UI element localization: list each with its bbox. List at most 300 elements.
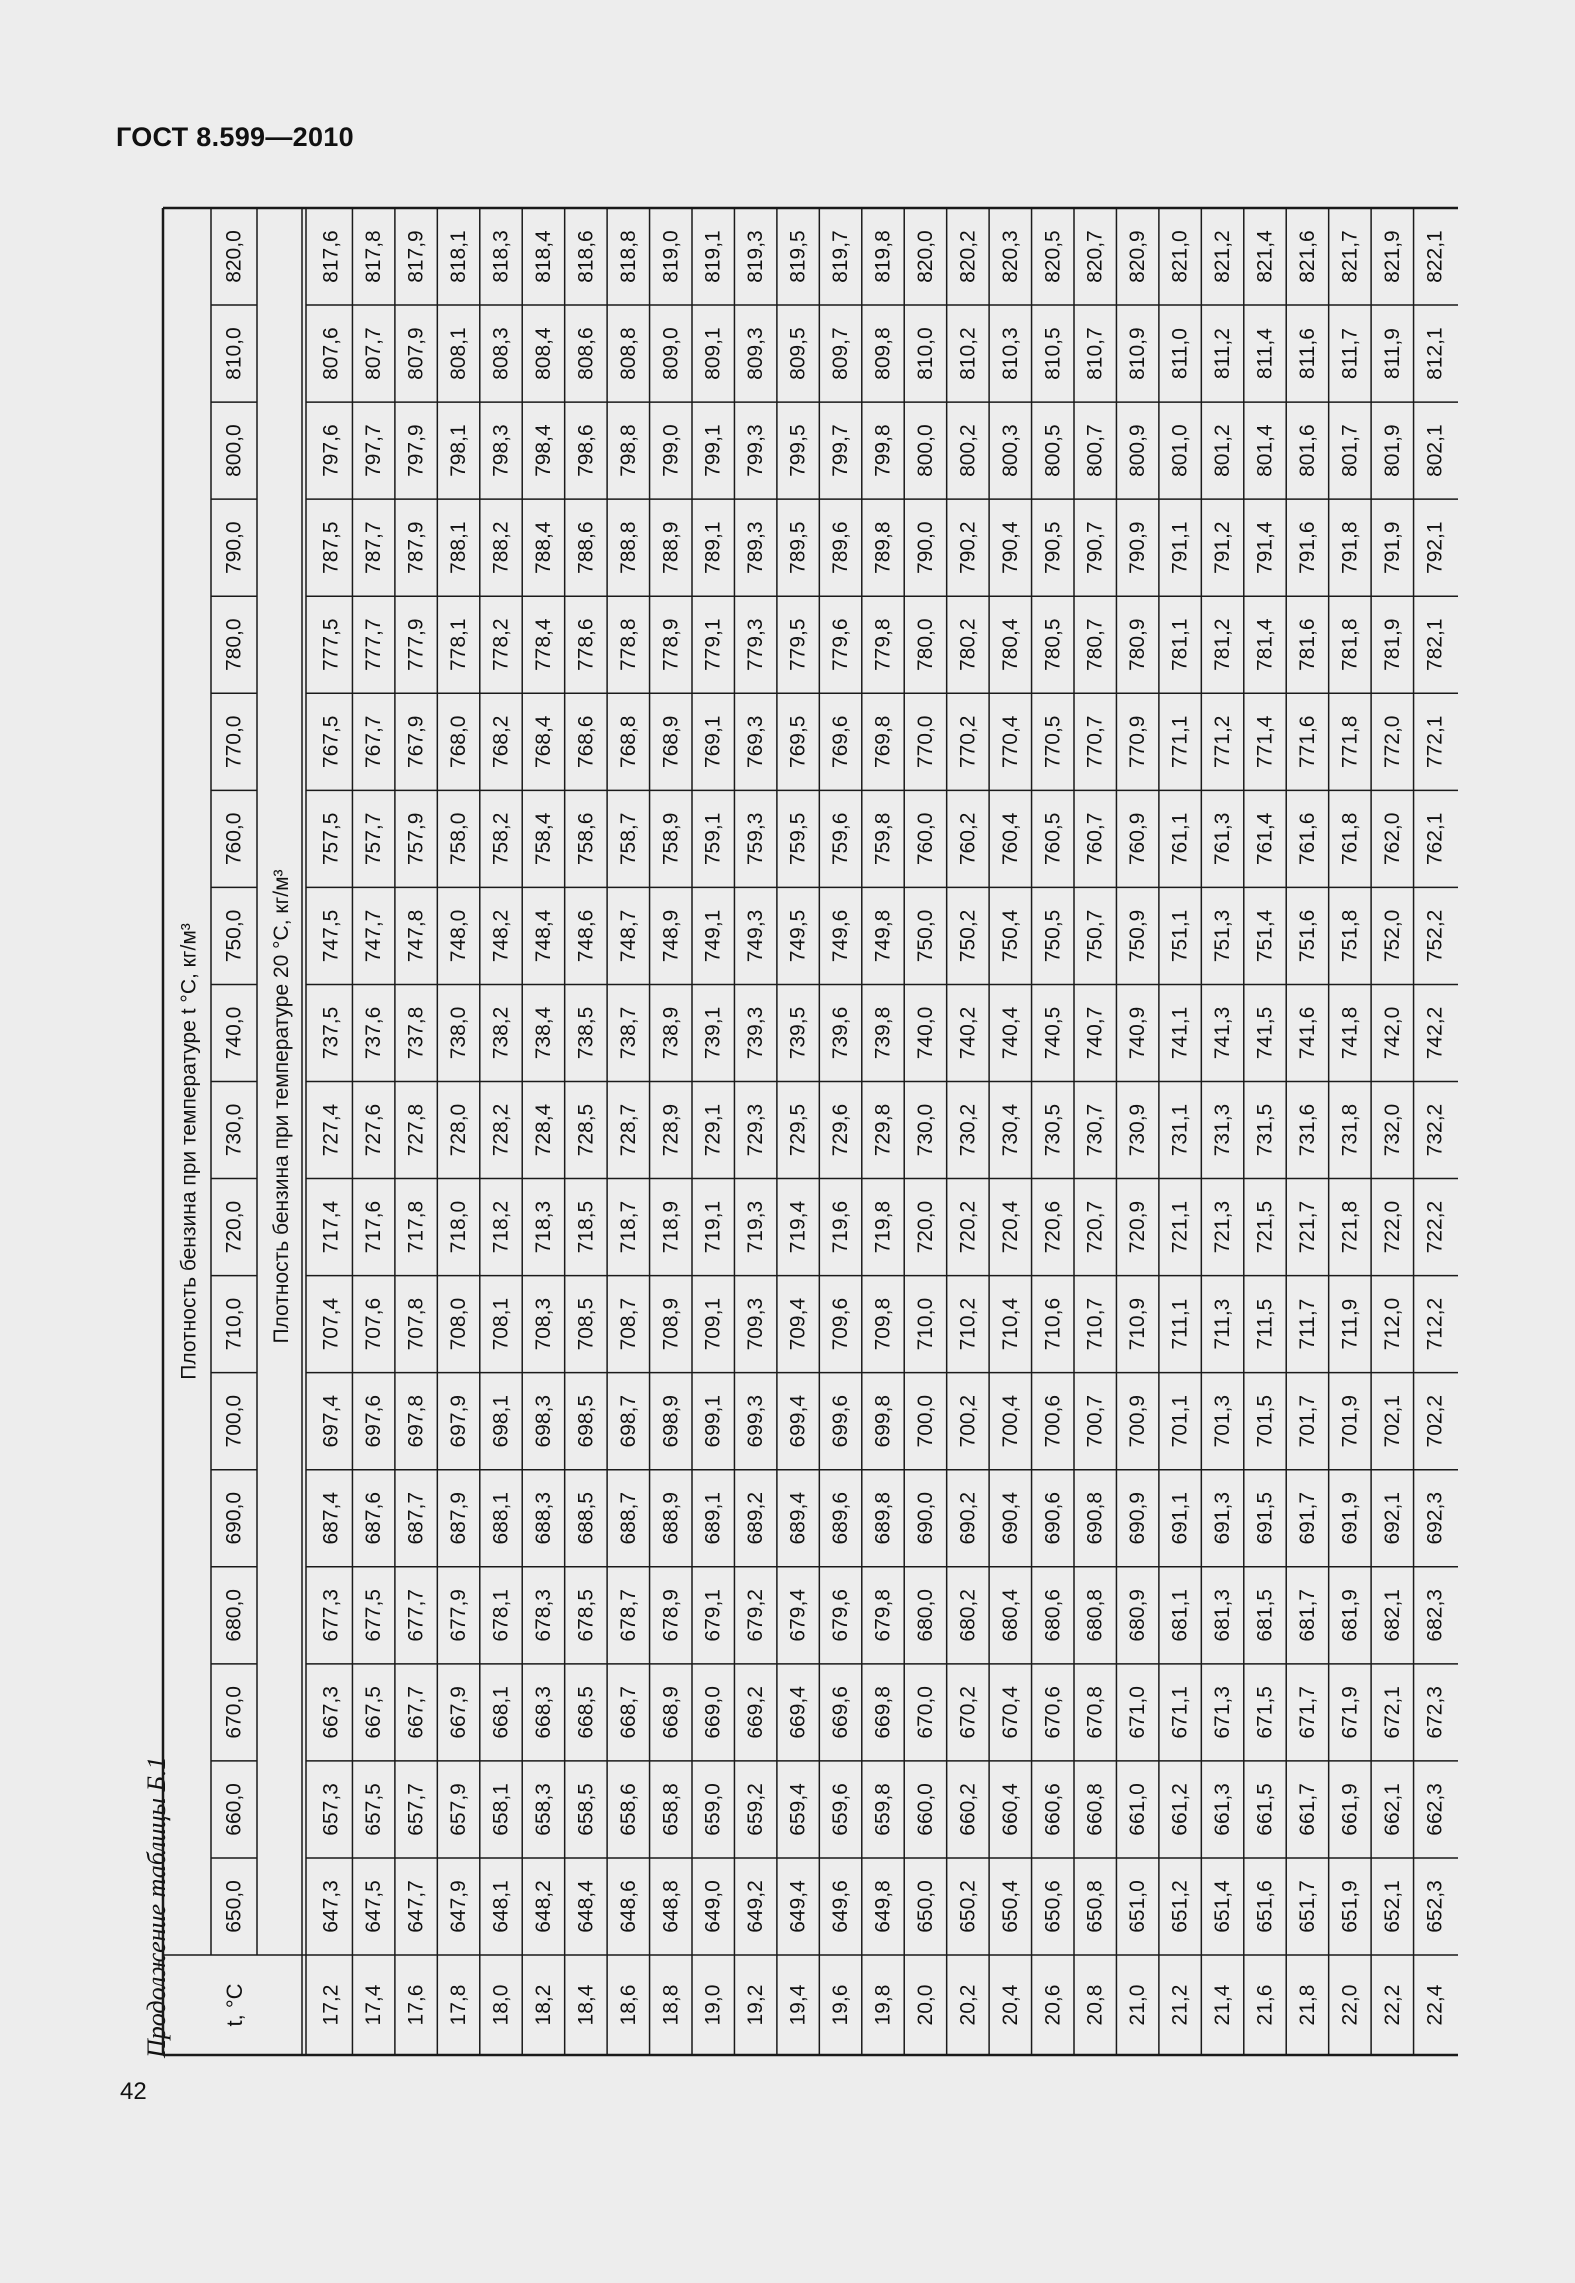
density-cell: 730,9 — [1126, 1103, 1150, 1157]
density-cell: 819,0 — [659, 230, 683, 283]
density-cell: 780,2 — [956, 618, 980, 672]
density-cell: 730,7 — [1083, 1103, 1107, 1157]
density-cell: 810,7 — [1083, 327, 1107, 380]
density-cell: 749,6 — [829, 909, 853, 963]
density-cell: 689,1 — [701, 1491, 725, 1545]
density-cell: 649,8 — [871, 1880, 895, 1933]
density-cell: 667,5 — [362, 1686, 386, 1739]
density-cell: 691,1 — [1168, 1491, 1192, 1545]
row-temperature: 20,4 — [998, 1984, 1022, 2026]
density-cell: 677,5 — [362, 1589, 386, 1642]
density-cell: 770,5 — [1041, 715, 1065, 769]
density-cell: 719,6 — [829, 1200, 853, 1254]
density-cell: 819,1 — [701, 230, 725, 283]
row-temperature: 18,0 — [489, 1984, 513, 2026]
density-cell: 821,6 — [1295, 230, 1319, 283]
density-cell: 711,5 — [1253, 1298, 1277, 1350]
density-cell: 670,6 — [1041, 1686, 1065, 1739]
density-cell: 781,6 — [1295, 618, 1319, 672]
density-cell: 697,4 — [319, 1394, 343, 1448]
density-cell: 690,4 — [998, 1491, 1022, 1545]
density-cell: 690,2 — [956, 1491, 980, 1545]
row-temperature: 22,0 — [1338, 1984, 1362, 2026]
density-cell: 739,6 — [829, 1006, 853, 1060]
density-cell: 769,5 — [786, 715, 810, 769]
density-cell: 748,2 — [489, 909, 513, 963]
density-cell: 740,7 — [1083, 1006, 1107, 1060]
density-cell: 709,6 — [829, 1297, 853, 1351]
density-cell: 761,4 — [1253, 812, 1277, 866]
density-cell: 818,4 — [531, 230, 555, 283]
density-cell: 781,2 — [1211, 618, 1235, 672]
density-cell: 668,1 — [489, 1686, 513, 1739]
density-cell: 771,4 — [1253, 715, 1277, 769]
density-cell: 669,4 — [786, 1686, 810, 1739]
density-cell: 821,4 — [1253, 230, 1277, 283]
density-cell: 711,1 — [1168, 1298, 1192, 1350]
density-cell: 811,9 — [1380, 328, 1404, 380]
density-cell: 732,0 — [1380, 1103, 1404, 1157]
density-cell: 728,0 — [447, 1103, 471, 1157]
density-cell: 738,2 — [489, 1006, 513, 1060]
density-cell: 752,0 — [1380, 909, 1404, 963]
density-cell: 688,5 — [574, 1491, 598, 1545]
density-cell: 757,7 — [362, 812, 386, 866]
density-cell: 708,3 — [531, 1297, 555, 1351]
density-cell: 747,8 — [404, 909, 428, 963]
density-cell: 650,4 — [998, 1880, 1022, 1933]
density-cell: 681,5 — [1253, 1589, 1277, 1642]
density-cell: 729,8 — [871, 1103, 895, 1157]
density-cell: 661,7 — [1295, 1783, 1319, 1836]
density-cell: 710,2 — [956, 1297, 980, 1351]
density-cell: 749,1 — [701, 909, 725, 963]
density-cell: 677,9 — [447, 1589, 471, 1642]
density-cell: 758,7 — [616, 812, 640, 866]
row-temperature: 17,8 — [447, 1984, 471, 2026]
density-cell: 697,9 — [447, 1394, 471, 1448]
density-cell: 738,4 — [531, 1006, 555, 1060]
density-cell: 661,5 — [1253, 1783, 1277, 1836]
density-cell: 781,8 — [1338, 618, 1362, 672]
density-cell: 798,6 — [574, 424, 598, 477]
density-cell: 788,4 — [531, 521, 555, 574]
density-cell: 777,5 — [319, 618, 343, 672]
density-cell: 688,7 — [616, 1491, 640, 1545]
density-cell: 669,0 — [701, 1686, 725, 1739]
density-cell: 778,6 — [574, 618, 598, 672]
density-cell: 758,4 — [531, 812, 555, 866]
density-cell: 748,0 — [447, 909, 471, 963]
row-temperature: 18,6 — [616, 1984, 640, 2026]
density-cell: 798,4 — [531, 424, 555, 477]
density-cell: 697,6 — [362, 1394, 386, 1448]
density-cell: 800,7 — [1083, 424, 1107, 477]
density-cell: 700,6 — [1041, 1394, 1065, 1448]
density-cell: 668,7 — [616, 1686, 640, 1739]
column-header: 750,0 — [222, 909, 246, 963]
density-cell: 720,9 — [1126, 1200, 1150, 1254]
row-temperature: 17,6 — [404, 1984, 428, 2026]
density-cell: 771,8 — [1338, 715, 1362, 769]
density-cell: 650,8 — [1083, 1880, 1107, 1933]
density-cell: 780,4 — [998, 618, 1022, 672]
density-cell: 661,0 — [1126, 1783, 1150, 1836]
density-cell: 671,3 — [1211, 1686, 1235, 1739]
density-cell: 717,8 — [404, 1200, 428, 1254]
density-cell: 651,7 — [1295, 1880, 1319, 1933]
density-cell: 779,6 — [829, 618, 853, 672]
density-cell: 800,0 — [913, 424, 937, 477]
density-cell: 771,6 — [1295, 715, 1319, 769]
density-cell: 751,3 — [1211, 909, 1235, 963]
density-cell: 800,2 — [956, 424, 980, 477]
density-cell: 678,5 — [574, 1589, 598, 1642]
density-cell: 749,8 — [871, 909, 895, 963]
density-cell: 811,0 — [1168, 328, 1192, 380]
density-cell: 709,3 — [744, 1297, 768, 1351]
density-cell: 761,8 — [1338, 812, 1362, 866]
density-cell: 670,2 — [956, 1686, 980, 1739]
density-cell: 739,1 — [701, 1006, 725, 1060]
density-cell: 651,4 — [1211, 1880, 1235, 1933]
density-cell: 741,6 — [1295, 1006, 1319, 1060]
density-cell: 738,5 — [574, 1006, 598, 1060]
density-cell: 680,4 — [998, 1589, 1022, 1642]
density-cell: 721,7 — [1295, 1200, 1319, 1254]
density-cell: 741,8 — [1338, 1006, 1362, 1060]
density-cell: 779,5 — [786, 618, 810, 672]
density-cell: 799,5 — [786, 424, 810, 477]
density-cell: 730,4 — [998, 1103, 1022, 1157]
density-cell: 707,4 — [319, 1297, 343, 1351]
density-cell: 721,5 — [1253, 1200, 1277, 1254]
density-cell: 759,6 — [829, 812, 853, 866]
density-cell: 652,1 — [1380, 1880, 1404, 1933]
density-cell: 690,8 — [1083, 1491, 1107, 1545]
density-cell: 680,6 — [1041, 1589, 1065, 1642]
density-cell: 719,3 — [744, 1200, 768, 1254]
density-cell: 648,8 — [659, 1880, 683, 1933]
density-cell: 667,7 — [404, 1686, 428, 1739]
density-cell: 720,6 — [1041, 1200, 1065, 1254]
density-cell: 747,7 — [362, 909, 386, 963]
density-cell: 729,1 — [701, 1103, 725, 1157]
density-cell: 789,8 — [871, 521, 895, 574]
density-cell: 791,1 — [1168, 521, 1192, 574]
density-cell: 817,6 — [319, 230, 343, 283]
row-temperature: 21,6 — [1253, 1984, 1277, 2026]
density-cell: 690,9 — [1126, 1491, 1150, 1545]
density-cell: 761,6 — [1295, 812, 1319, 866]
density-cell: 751,1 — [1168, 909, 1192, 963]
density-cell: 719,8 — [871, 1200, 895, 1254]
density-cell: 791,9 — [1380, 521, 1404, 574]
density-cell: 662,1 — [1380, 1783, 1404, 1836]
density-cell: 782,1 — [1423, 618, 1447, 672]
density-cell: 718,7 — [616, 1200, 640, 1254]
density-cell: 740,5 — [1041, 1006, 1065, 1060]
density-cell: 750,9 — [1126, 909, 1150, 963]
density-cell: 801,6 — [1295, 424, 1319, 477]
density-cell: 790,4 — [998, 521, 1022, 574]
density-cell: 728,4 — [531, 1103, 555, 1157]
density-cell: 648,4 — [574, 1880, 598, 1933]
row-temperature: 20,8 — [1083, 1984, 1107, 2026]
density-cell: 729,5 — [786, 1103, 810, 1157]
density-cell: 660,2 — [956, 1783, 980, 1836]
density-cell: 678,9 — [659, 1589, 683, 1642]
density-cell: 818,8 — [616, 230, 640, 283]
density-cell: 798,8 — [616, 424, 640, 477]
density-cell: 758,6 — [574, 812, 598, 866]
density-cell: 820,2 — [956, 230, 980, 283]
density-cell: 691,3 — [1211, 1491, 1235, 1545]
column-header: 810,0 — [222, 327, 246, 380]
sub-header: Плотность бензина при температуре 20 °C, кг/м³ — [270, 869, 293, 1344]
density-cell: 707,6 — [362, 1297, 386, 1351]
density-cell: 770,4 — [998, 715, 1022, 769]
density-cell: 731,3 — [1211, 1103, 1235, 1157]
density-cell: 719,1 — [701, 1200, 725, 1254]
density-cell: 749,3 — [744, 909, 768, 963]
density-cell: 668,3 — [531, 1686, 555, 1739]
density-cell: 740,0 — [913, 1006, 937, 1060]
density-cell: 792,1 — [1423, 521, 1447, 574]
density-cell: 750,5 — [1041, 909, 1065, 963]
density-cell: 741,3 — [1211, 1006, 1235, 1060]
density-cell: 770,7 — [1083, 715, 1107, 769]
density-cell: 748,6 — [574, 909, 598, 963]
density-cell: 811,7 — [1338, 328, 1362, 380]
density-cell: 678,1 — [489, 1589, 513, 1642]
density-cell: 701,7 — [1295, 1394, 1319, 1448]
density-cell: 731,1 — [1168, 1103, 1192, 1157]
row-temperature: 21,0 — [1126, 1984, 1150, 2026]
density-cell: 760,9 — [1126, 812, 1150, 866]
density-cell: 820,5 — [1041, 230, 1065, 283]
density-cell: 710,4 — [998, 1297, 1022, 1351]
density-cell: 760,2 — [956, 812, 980, 866]
density-cell: 787,7 — [362, 521, 386, 574]
density-cell: 659,4 — [786, 1783, 810, 1836]
density-cell: 718,3 — [531, 1200, 555, 1254]
density-cell: 752,2 — [1423, 909, 1447, 963]
density-cell: 672,1 — [1380, 1686, 1404, 1739]
density-cell: 678,7 — [616, 1589, 640, 1642]
density-cell: 667,3 — [319, 1686, 343, 1739]
density-cell: 700,0 — [913, 1394, 937, 1448]
density-cell: 661,3 — [1211, 1783, 1235, 1836]
density-cell: 670,4 — [998, 1686, 1022, 1739]
density-cell: 758,0 — [447, 812, 471, 866]
density-cell: 658,1 — [489, 1783, 513, 1836]
density-cell: 679,4 — [786, 1589, 810, 1642]
density-cell: 721,1 — [1168, 1200, 1192, 1254]
density-cell: 800,9 — [1126, 424, 1150, 477]
density-cell: 650,0 — [913, 1880, 937, 1933]
density-cell: 760,7 — [1083, 812, 1107, 866]
density-cell: 662,3 — [1423, 1783, 1447, 1836]
density-cell: 768,4 — [531, 715, 555, 769]
density-cell: 722,2 — [1423, 1200, 1447, 1254]
density-cell: 729,6 — [829, 1103, 853, 1157]
density-cell: 699,6 — [829, 1394, 853, 1448]
row-temperature: 19,8 — [871, 1984, 895, 2026]
density-cell: 741,5 — [1253, 1006, 1277, 1060]
row-temperature: 20,0 — [913, 1984, 937, 2026]
density-cell: 699,3 — [744, 1394, 768, 1448]
density-cell: 769,8 — [871, 715, 895, 769]
density-cell: 761,3 — [1211, 812, 1235, 866]
density-cell: 762,0 — [1380, 812, 1404, 866]
density-cell: 772,0 — [1380, 715, 1404, 769]
density-cell: 781,1 — [1168, 618, 1192, 672]
row-temperature: 19,6 — [829, 1984, 853, 2026]
group-header: Плотность бензина при температуре t °C, кг/м³ — [177, 923, 201, 1380]
density-cell: 651,9 — [1338, 1880, 1362, 1933]
density-cell: 680,2 — [956, 1589, 980, 1642]
row-temperature: 21,2 — [1168, 1984, 1192, 2026]
density-cell: 791,2 — [1211, 521, 1235, 574]
density-cell: 670,8 — [1083, 1686, 1107, 1739]
density-cell: 740,9 — [1126, 1006, 1150, 1060]
density-cell: 698,5 — [574, 1394, 598, 1448]
density-cell: 718,5 — [574, 1200, 598, 1254]
density-cell: 672,3 — [1423, 1686, 1447, 1739]
density-cell: 800,5 — [1041, 424, 1065, 477]
density-cell: 647,5 — [362, 1880, 386, 1933]
column-header: 780,0 — [222, 618, 246, 672]
density-cell: 671,7 — [1295, 1686, 1319, 1739]
density-cell: 697,8 — [404, 1394, 428, 1448]
density-cell: 708,7 — [616, 1297, 640, 1351]
density-cell: 768,8 — [616, 715, 640, 769]
density-cell: 790,5 — [1041, 521, 1065, 574]
page-number: 42 — [120, 2078, 147, 2105]
density-cell: 648,2 — [531, 1880, 555, 1933]
density-cell: 819,5 — [786, 230, 810, 283]
density-cell: 658,5 — [574, 1783, 598, 1836]
density-cell: 737,6 — [362, 1006, 386, 1060]
density-cell: 788,8 — [616, 521, 640, 574]
density-cell: 818,3 — [489, 230, 513, 283]
density-cell: 659,0 — [701, 1783, 725, 1836]
density-cell: 820,9 — [1126, 230, 1150, 283]
density-cell: 760,0 — [913, 812, 937, 866]
density-cell: 760,4 — [998, 812, 1022, 866]
density-cell: 698,9 — [659, 1394, 683, 1448]
density-cell: 720,7 — [1083, 1200, 1107, 1254]
density-cell: 711,7 — [1295, 1298, 1319, 1350]
density-cell: 771,2 — [1211, 715, 1235, 769]
density-cell: 741,1 — [1168, 1006, 1192, 1060]
density-cell: 738,9 — [659, 1006, 683, 1060]
density-cell: 820,0 — [913, 230, 937, 283]
density-cell: 702,1 — [1380, 1394, 1404, 1448]
density-cell: 668,5 — [574, 1686, 598, 1739]
density-cell: 819,3 — [744, 230, 768, 283]
density-cell: 797,9 — [404, 424, 428, 477]
density-cell: 821,7 — [1338, 230, 1362, 283]
density-cell: 799,3 — [744, 424, 768, 477]
density-cell: 750,4 — [998, 909, 1022, 963]
column-header: 670,0 — [222, 1686, 246, 1739]
density-cell: 731,8 — [1338, 1103, 1362, 1157]
density-cell: 688,1 — [489, 1491, 513, 1545]
density-cell: 810,2 — [956, 327, 980, 380]
row-temperature: 20,6 — [1041, 1984, 1065, 2026]
density-cell: 771,1 — [1168, 715, 1192, 769]
density-cell: 708,0 — [447, 1297, 471, 1351]
density-cell: 661,2 — [1168, 1783, 1192, 1836]
row-temperature: 20,2 — [956, 1984, 980, 2026]
density-cell: 790,7 — [1083, 521, 1107, 574]
density-cell: 750,0 — [913, 909, 937, 963]
density-cell: 708,1 — [489, 1297, 513, 1351]
density-cell: 660,0 — [913, 1783, 937, 1836]
row-temperature: 18,8 — [659, 1984, 683, 2026]
density-cell: 811,2 — [1211, 328, 1235, 380]
density-cell: 650,2 — [956, 1880, 980, 1933]
density-cell: 809,3 — [744, 327, 768, 380]
density-cell: 701,1 — [1168, 1394, 1192, 1448]
density-cell: 768,0 — [447, 715, 471, 769]
column-header: 690,0 — [222, 1491, 246, 1545]
density-cell: 720,4 — [998, 1200, 1022, 1254]
density-cell: 700,9 — [1126, 1394, 1150, 1448]
density-cell: 671,0 — [1126, 1686, 1150, 1739]
density-cell: 788,9 — [659, 521, 683, 574]
density-cell: 689,8 — [871, 1491, 895, 1545]
density-cell: 767,5 — [319, 715, 343, 769]
density-cell: 651,6 — [1253, 1880, 1277, 1933]
density-cell: 717,4 — [319, 1200, 343, 1254]
density-cell: 747,5 — [319, 909, 343, 963]
density-cell: 797,6 — [319, 424, 343, 477]
density-cell: 701,3 — [1211, 1394, 1235, 1448]
density-cell: 698,7 — [616, 1394, 640, 1448]
document-title: ГОСТ 8.599—2010 — [116, 122, 354, 152]
density-cell: 809,8 — [871, 327, 895, 380]
density-cell: 718,0 — [447, 1200, 471, 1254]
density-cell: 810,0 — [913, 327, 937, 380]
density-cell: 710,9 — [1126, 1297, 1150, 1351]
column-header: 650,0 — [222, 1880, 246, 1933]
density-cell: 779,3 — [744, 618, 768, 672]
density-cell: 801,9 — [1380, 424, 1404, 477]
density-cell: 798,3 — [489, 424, 513, 477]
density-cell: 821,9 — [1380, 230, 1404, 283]
density-cell: 750,2 — [956, 909, 980, 963]
density-cell: 738,0 — [447, 1006, 471, 1060]
density-cell: 649,4 — [786, 1880, 810, 1933]
density-cell: 779,1 — [701, 618, 725, 672]
density-cell: 660,4 — [998, 1783, 1022, 1836]
density-cell: 691,5 — [1253, 1491, 1277, 1545]
density-cell: 769,6 — [829, 715, 853, 769]
density-cell: 660,8 — [1083, 1783, 1107, 1836]
density-cell: 712,2 — [1423, 1297, 1447, 1351]
density-cell: 727,8 — [404, 1103, 428, 1157]
density-cell: 659,2 — [744, 1783, 768, 1836]
density-cell: 758,9 — [659, 812, 683, 866]
density-cell: 669,8 — [871, 1686, 895, 1739]
density-cell: 811,4 — [1253, 328, 1277, 380]
density-cell: 810,5 — [1041, 327, 1065, 380]
row-temperature: 19,0 — [701, 1984, 725, 2026]
density-cell: 680,9 — [1126, 1589, 1150, 1642]
